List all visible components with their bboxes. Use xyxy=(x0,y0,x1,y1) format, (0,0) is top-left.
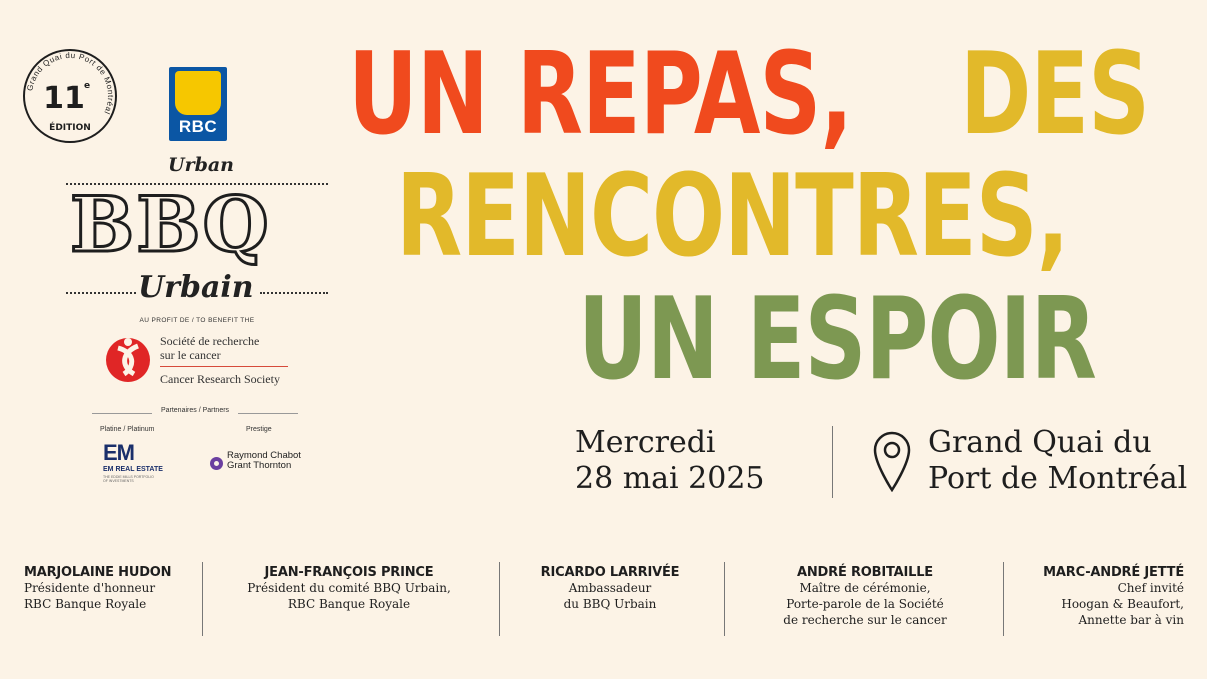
prestige-label: Prestige xyxy=(246,426,272,433)
society-name-fr-1: Société de recherche xyxy=(160,334,260,348)
lion-shield-icon xyxy=(175,71,221,115)
person-role: de recherche sur le cancer xyxy=(783,613,947,627)
rbc-logo xyxy=(169,67,227,141)
person-name: MARC-ANDRÉ JETTÉ xyxy=(1043,565,1184,580)
divider-dotted xyxy=(260,292,328,294)
person-card xyxy=(210,565,488,612)
seal-ring-text: Grand Quai du Port de Montréal xyxy=(25,50,116,117)
rcgt-name-1: Raymond Chabot xyxy=(227,450,301,461)
person-role: Porte-parole de la Société xyxy=(786,597,944,611)
seal-sup: e xyxy=(84,81,91,91)
event-day: Mercredi xyxy=(575,425,716,460)
seal-number: 11 xyxy=(43,81,85,116)
benefit-label: AU PROFIT DE / TO BENEFIT THE xyxy=(139,317,255,324)
society-name-en: Cancer Research Society xyxy=(160,372,280,386)
cancer-research-society-icon xyxy=(104,336,152,384)
logo-bbq: BBQ xyxy=(70,180,271,269)
person-name: RICARDO LARRIVÉE xyxy=(540,565,680,580)
rbc-logo-text: RBC xyxy=(178,117,218,136)
divider-vertical xyxy=(499,562,500,636)
divider-vertical xyxy=(724,562,725,636)
partners-label: Partenaires / Partners xyxy=(160,407,230,414)
divider-vertical xyxy=(1003,562,1004,636)
em-logo-mark: EM xyxy=(103,440,134,465)
person-role: Hoogan & Beaufort, xyxy=(1061,597,1184,611)
person-card xyxy=(24,565,194,612)
em-logo-sub: THE EDDIE MILLS PORTFOLIO OF INVESTMENTS xyxy=(103,475,154,483)
person-role: RBC Banque Royale xyxy=(287,597,411,611)
location-pin-icon xyxy=(872,430,912,492)
person-card xyxy=(735,565,995,628)
seal-label: ÉDITION xyxy=(49,123,91,133)
person-role: du BBQ Urbain xyxy=(563,597,657,611)
person-name: JEAN-FRANÇOIS PRINCE xyxy=(264,565,434,580)
divider-vertical xyxy=(832,426,833,498)
divider xyxy=(160,366,288,367)
person-card xyxy=(510,565,710,612)
headline-line3: UN ESPOIR xyxy=(578,273,1096,406)
person-role: RBC Banque Royale xyxy=(24,597,147,611)
platinum-label: Platine / Platinum xyxy=(100,426,155,433)
logo-script-top: Urban xyxy=(168,154,234,176)
edition-seal xyxy=(22,48,118,144)
rcgt-logo-icon xyxy=(210,457,223,470)
headline-line2: RENCONTRES, xyxy=(396,150,1069,283)
logo-script-bottom: Urbain xyxy=(138,270,254,305)
divider-dotted xyxy=(66,292,136,294)
person-role: Présidente d'honneur xyxy=(24,581,156,595)
society-name-fr-2: sur le cancer xyxy=(160,348,221,362)
person-name: MARJOLAINE HUDON xyxy=(24,565,172,580)
person-role: Maître de cérémonie, xyxy=(799,581,931,595)
rcgt-name-2: Grant Thornton xyxy=(227,460,292,471)
divider xyxy=(238,413,298,414)
person-role: Chef invité xyxy=(1117,581,1184,595)
headline-line1-a: UN REPAS, xyxy=(348,28,853,161)
person-card xyxy=(1012,565,1184,628)
venue-line1: Grand Quai du xyxy=(928,425,1152,460)
event-date: 28 mai 2025 xyxy=(575,461,765,496)
em-logo-name: EM REAL ESTATE xyxy=(103,466,163,473)
venue-line2: Port de Montréal xyxy=(928,461,1188,496)
person-name: ANDRÉ ROBITAILLE xyxy=(797,565,933,580)
person-role: Président du comité BBQ Urbain, xyxy=(247,581,451,595)
headline-line1-b: DES xyxy=(960,28,1150,161)
person-role: Ambassadeur xyxy=(568,581,652,595)
person-role: Annette bar à vin xyxy=(1078,613,1184,627)
divider-vertical xyxy=(202,562,203,636)
